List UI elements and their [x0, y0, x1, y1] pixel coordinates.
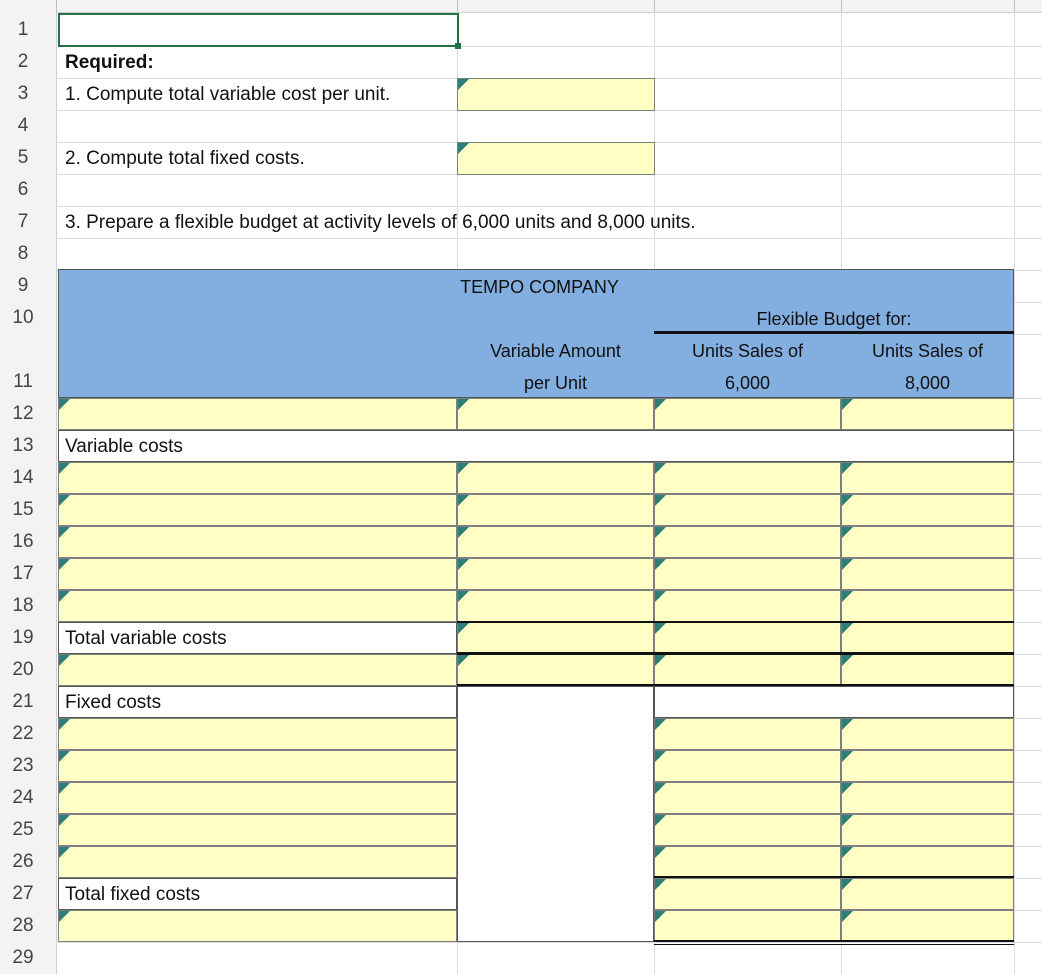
variable-cost-input-variable[interactable]: [457, 494, 654, 526]
row-number[interactable]: 14: [12, 467, 34, 488]
column-header-strip: [0, 0, 1042, 13]
question-1: 1. Compute total variable cost per unit.: [65, 84, 391, 105]
variable-cost-input-6000[interactable]: [654, 558, 841, 590]
row-number[interactable]: 24: [12, 787, 34, 808]
row-number[interactable]: 26: [12, 851, 34, 872]
input-row20-6000[interactable]: [654, 654, 841, 686]
variable-costs-label: Variable costs: [65, 436, 183, 457]
fixed-cost-input-6000[interactable]: [654, 814, 841, 846]
variable-cost-input-label[interactable]: [58, 558, 457, 590]
col-8000-line1: Units Sales of: [871, 341, 984, 361]
variable-cost-input-6000[interactable]: [654, 526, 841, 558]
total-fixed-label: Total fixed costs: [65, 884, 201, 905]
fixed-costs-label: Fixed costs: [65, 692, 162, 713]
row-number[interactable]: 3: [17, 83, 29, 104]
fixed-cost-input-label[interactable]: [58, 782, 457, 814]
fixed-cost-input-6000[interactable]: [654, 718, 841, 750]
question-2: 2. Compute total fixed costs.: [65, 148, 305, 169]
input-row20-8000[interactable]: [841, 654, 1014, 686]
variable-cost-input-8000[interactable]: [841, 558, 1014, 590]
variable-cost-input-8000[interactable]: [841, 462, 1014, 494]
row-number[interactable]: 25: [12, 819, 34, 840]
row-number[interactable]: 29: [12, 947, 34, 968]
variable-cost-input-variable[interactable]: [457, 558, 654, 590]
row-number[interactable]: 12: [12, 403, 34, 424]
variable-cost-input-label[interactable]: [58, 494, 457, 526]
fixed-cost-input-8000[interactable]: [841, 814, 1014, 846]
input-row12-label[interactable]: [58, 398, 457, 430]
variable-cost-input-6000[interactable]: [654, 462, 841, 494]
variable-costs-row: [58, 430, 1014, 462]
input-total-fixed-6000[interactable]: [654, 878, 841, 910]
row-number[interactable]: 1: [17, 19, 29, 40]
variable-cost-input-variable[interactable]: [457, 462, 654, 494]
fill-handle[interactable]: [455, 43, 461, 49]
fixed-costs-blank: [654, 686, 1014, 718]
input-row28-6000[interactable]: [654, 910, 841, 942]
row-number[interactable]: 4: [17, 115, 29, 136]
variable-cost-input-8000[interactable]: [841, 494, 1014, 526]
flexible-budget-header: Flexible Budget for:: [756, 309, 912, 329]
variable-cost-input-label[interactable]: [58, 462, 457, 494]
fixed-cost-input-6000[interactable]: [654, 750, 841, 782]
variable-cost-input-variable[interactable]: [457, 590, 654, 622]
column-b-fixed-blank: [457, 686, 654, 942]
row-number[interactable]: 7: [17, 211, 29, 232]
fixed-cost-input-label[interactable]: [58, 846, 457, 878]
total-variable-label: Total variable costs: [65, 628, 227, 649]
row-number[interactable]: 15: [12, 499, 34, 520]
variable-cost-input-variable[interactable]: [457, 526, 654, 558]
col-6000-line1: Units Sales of: [691, 341, 804, 361]
fixed-cost-input-label[interactable]: [58, 814, 457, 846]
row-number[interactable]: 23: [12, 755, 34, 776]
required-heading: Required:: [65, 52, 154, 73]
row-number[interactable]: 9: [17, 275, 29, 296]
fixed-cost-input-8000[interactable]: [841, 750, 1014, 782]
variable-cost-input-label[interactable]: [58, 590, 457, 622]
col-variable-line2: per Unit: [523, 373, 588, 393]
input-row20-label[interactable]: [58, 654, 457, 686]
fixed-cost-input-6000[interactable]: [654, 846, 841, 878]
company-name: TEMPO COMPANY: [460, 277, 619, 297]
input-row28-label[interactable]: [58, 910, 457, 942]
variable-cost-input-label[interactable]: [58, 526, 457, 558]
row-number[interactable]: 28: [12, 915, 34, 936]
fixed-cost-input-8000[interactable]: [841, 782, 1014, 814]
input-row20-variable[interactable]: [457, 654, 654, 686]
row-number[interactable]: 18: [12, 595, 34, 616]
col-8000-line2: 8,000: [904, 373, 951, 393]
row-number[interactable]: 6: [17, 179, 29, 200]
row-number[interactable]: 16: [12, 531, 34, 552]
input-row12-8000[interactable]: [841, 398, 1014, 430]
row-number[interactable]: 19: [12, 627, 34, 648]
variable-cost-input-6000[interactable]: [654, 494, 841, 526]
col-variable-line1: Variable Amount: [490, 341, 621, 361]
input-row28-8000[interactable]: [841, 910, 1014, 942]
row-number[interactable]: 5: [17, 147, 29, 168]
selected-cell-a1[interactable]: [58, 13, 459, 47]
row-number[interactable]: 22: [12, 723, 34, 744]
input-total-fixed-8000[interactable]: [841, 878, 1014, 910]
row-number[interactable]: 20: [12, 659, 34, 680]
row-number[interactable]: 17: [12, 563, 34, 584]
row-number[interactable]: 21: [12, 691, 34, 712]
input-total-variable-6000[interactable]: [654, 622, 841, 654]
variable-cost-input-8000[interactable]: [841, 526, 1014, 558]
input-row12-variable[interactable]: [457, 398, 654, 430]
fixed-cost-input-label[interactable]: [58, 750, 457, 782]
row-number[interactable]: 11: [13, 371, 33, 392]
input-total-variable-8000[interactable]: [841, 622, 1014, 654]
row-number[interactable]: 8: [17, 243, 29, 264]
variable-cost-input-6000[interactable]: [654, 590, 841, 622]
col-6000-line2: 6,000: [724, 373, 771, 393]
fixed-cost-input-8000[interactable]: [841, 718, 1014, 750]
row-number[interactable]: 10: [12, 307, 34, 328]
question-3: 3. Prepare a flexible budget at activity levels of 6,000 units and 8,000 units.: [65, 212, 696, 233]
fixed-cost-input-6000[interactable]: [654, 782, 841, 814]
fixed-cost-input-8000[interactable]: [841, 846, 1014, 878]
row-number[interactable]: 27: [12, 883, 34, 904]
input-row12-6000[interactable]: [654, 398, 841, 430]
row-number[interactable]: 2: [17, 51, 29, 72]
variable-cost-input-8000[interactable]: [841, 590, 1014, 622]
flex-header-underline: [654, 331, 1014, 334]
fixed-cost-input-label[interactable]: [58, 718, 457, 750]
input-total-variable-per-unit[interactable]: [457, 622, 654, 654]
answer-variable-cost-per-unit[interactable]: [457, 78, 655, 111]
row-number[interactable]: 13: [12, 435, 34, 456]
answer-total-fixed-costs[interactable]: [457, 142, 655, 175]
